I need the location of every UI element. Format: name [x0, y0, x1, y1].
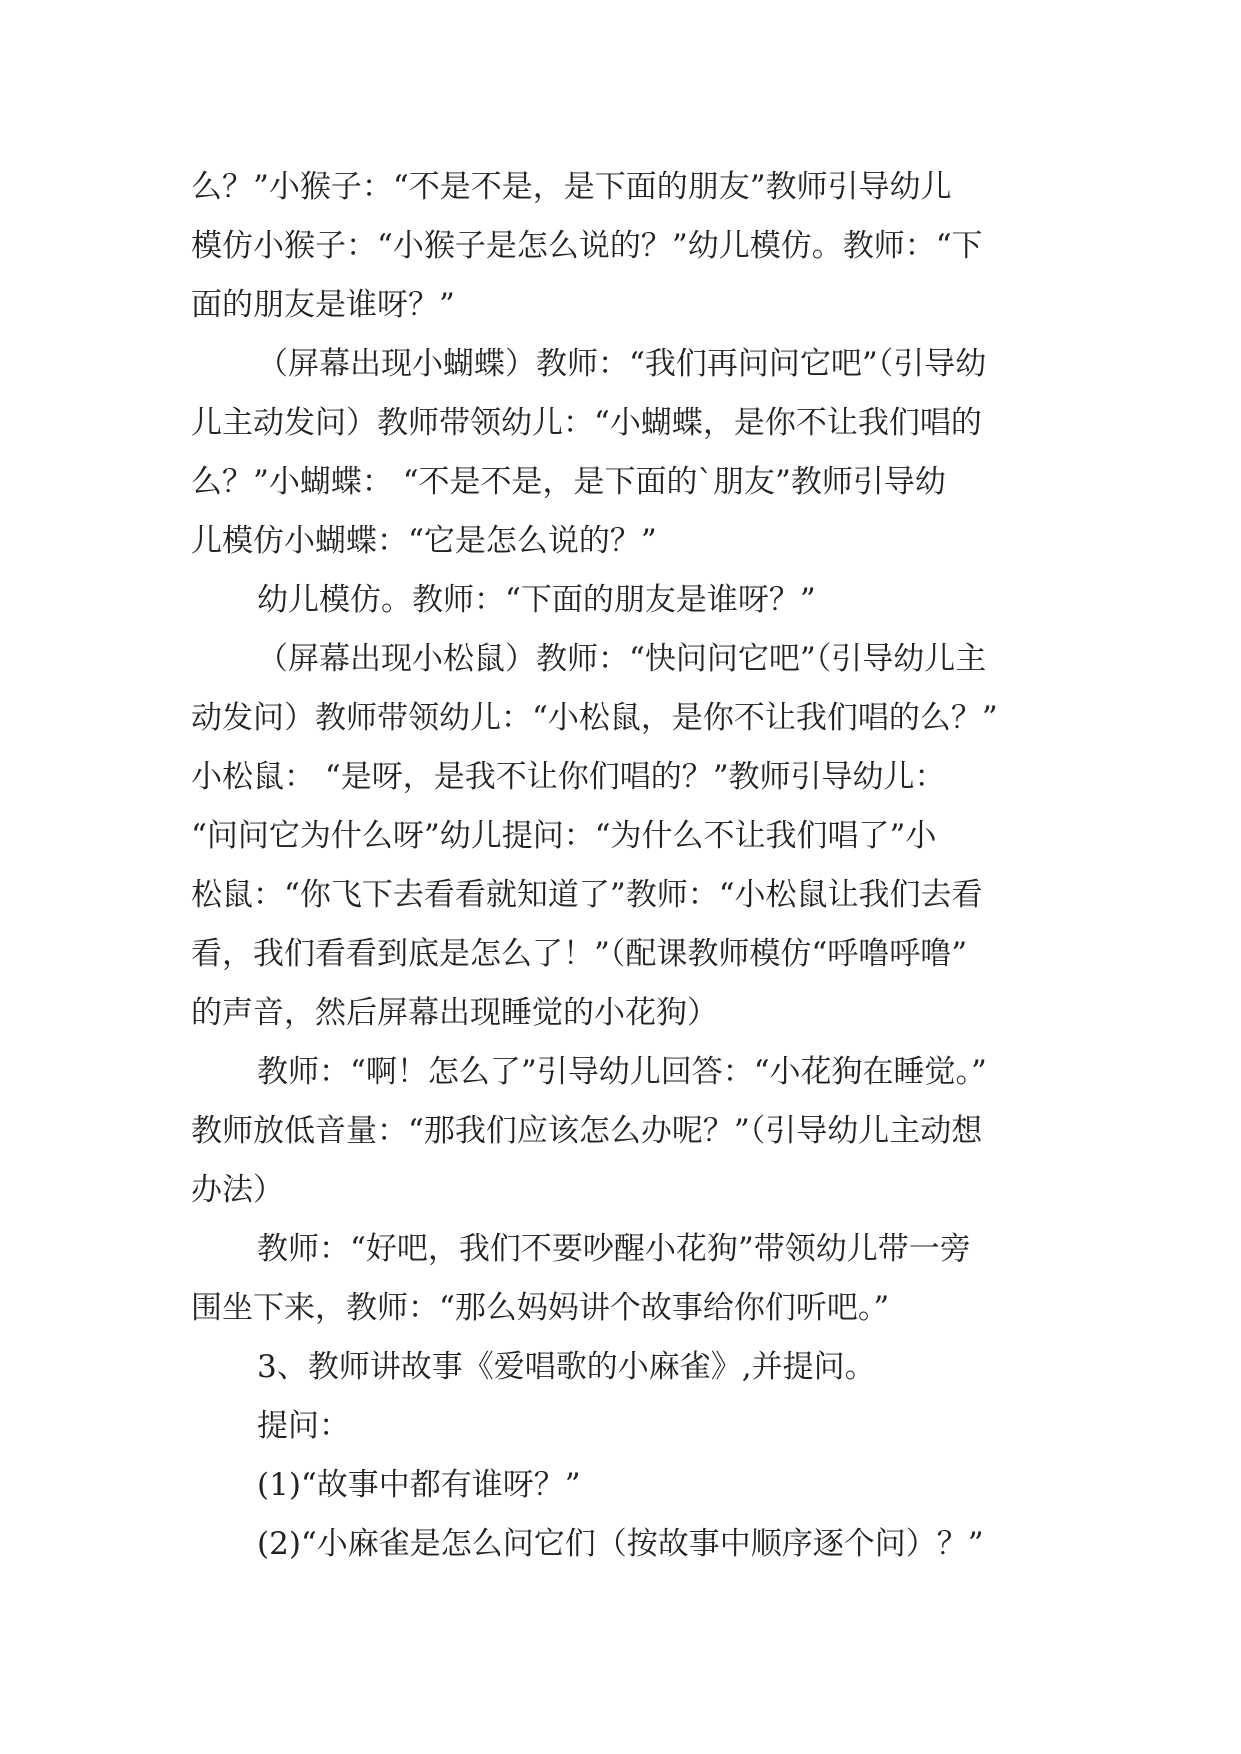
text-line: 办法） [191, 1172, 284, 1208]
text-line: 提问： [257, 1408, 350, 1444]
text-line: 教师：“好吧，我们不要吵醒小花狗”带领幼儿带一旁 [257, 1231, 971, 1267]
text-line: 幼儿模仿。教师：“下面的朋友是谁呀？” [257, 582, 816, 618]
text-line: 模仿小猴子：“小猴子是怎么说的？”幼儿模仿。教师：“下 [191, 228, 983, 264]
text-line: (2)“小麻雀是怎么问它们（按故事中顺序逐个问）？” [257, 1526, 984, 1562]
text-line: 的声音，然后屏幕出现睡觉的小花狗） [191, 995, 718, 1031]
text-line: 教师放低音量：“那我们应该怎么办呢？”（引导幼儿主动想 [191, 1113, 983, 1149]
text-line: 教师：“啊！怎么了”引导幼儿回答：“小花狗在睡觉。” [257, 1054, 987, 1090]
body-text [191, 158, 1051, 1574]
text-line: （屏幕出现小蝴蝶）教师：“我们再问问它吧”（引导幼 [257, 346, 987, 382]
text-line: 小松鼠： “是呀，是我不让你们唱的？”教师引导幼儿： [191, 759, 946, 795]
text-line: （屏幕出现小松鼠）教师：“快问问它吧”（引导幼儿主 [257, 641, 987, 677]
text-line: 儿模仿小蝴蝶：“它是怎么说的？” [191, 523, 657, 559]
text-line: 3、教师讲故事《爱唱歌的小麻雀》,并提问。 [257, 1349, 876, 1385]
text-line: 儿主动发问）教师带领幼儿：“小蝴蝶，是你不让我们唱的 [191, 405, 982, 441]
text-line: 动发问）教师带领幼儿：“小松鼠，是你不让我们唱的么？” [191, 700, 998, 736]
text-line: 看，我们看看到底是怎么了！”（配课教师模仿“呼噜呼噜” [191, 936, 968, 972]
text-line: “问问它为什么呀”幼儿提问：“为什么不让我们唱了”小 [191, 818, 937, 854]
text-line: 么？”小猴子：“不是不是，是下面的朋友”教师引导幼儿 [191, 169, 952, 205]
text-line: (1)“故事中都有谁呀？” [257, 1467, 581, 1503]
text-line: 围坐下来，教师：“那么妈妈讲个故事给你们听吧。” [191, 1290, 890, 1326]
text-line: 面的朋友是谁呀？” [191, 287, 455, 323]
text-line: 松鼠：“你飞下去看看就知道了”教师：“小松鼠让我们去看 [191, 877, 983, 913]
text-line: 么？”小蝴蝶： “不是不是，是下面的`朋友”教师引导幼 [191, 464, 946, 500]
